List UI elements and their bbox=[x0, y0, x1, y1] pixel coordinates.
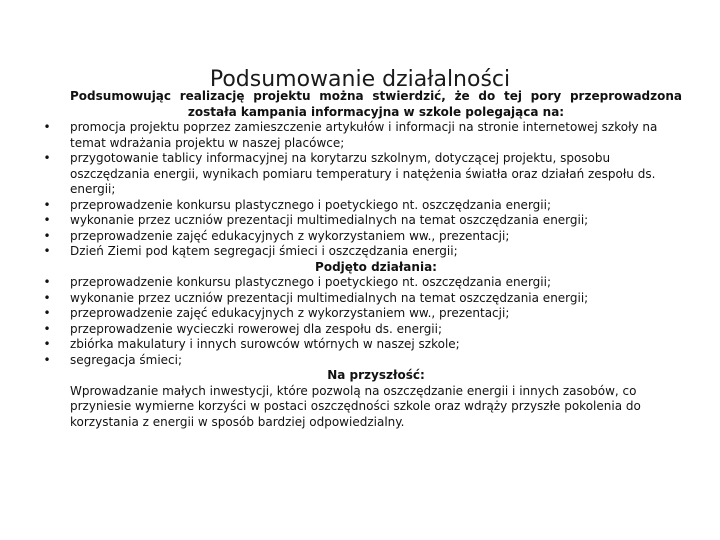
bullet-icon: • bbox=[43, 244, 51, 258]
bullet-icon: • bbox=[43, 197, 51, 212]
bullet-icon: • bbox=[43, 306, 51, 320]
slide-content bbox=[42, 89, 682, 430]
list-item: • zbiórka makulatury i innych surowców wtórnych w naszej szkole; bbox=[43, 337, 460, 351]
actions-heading: Podjęto działania: bbox=[315, 259, 437, 274]
bullet-icon: • bbox=[43, 151, 51, 165]
list-item: • wykonanie przez uczniów prezentacji multimedialnych na temat oszczędzania energii; bbox=[43, 213, 589, 227]
list-item: • przeprowadzenie konkursu plastycznego i poetyckiego nt. oszczędzania energii; bbox=[43, 197, 551, 212]
bullet-icon: • bbox=[43, 290, 51, 305]
list-item: • przygotowanie tablicy informacyjnej na korytarzu szkolnym, dotyczącej projektu, sposobu oszczędzania energii, wynikach pomiaru temperatury i natężenia światła oraz działań zespołu ds. energii; bbox=[43, 151, 656, 196]
bullet-icon: • bbox=[43, 352, 51, 367]
bullet-icon: • bbox=[43, 337, 51, 351]
list-item: • przeprowadzenie zajęć edukacyjnych z wykorzystaniem ww., prezentacji; bbox=[43, 228, 510, 243]
list-item: • wykonanie przez uczniów prezentacji multimedialnych na temat oszczędzania energii; bbox=[43, 290, 589, 305]
slide-title: Podsumowanie działalności bbox=[209, 66, 511, 92]
bullet-icon: • bbox=[43, 275, 51, 289]
bullet-icon: • bbox=[43, 120, 51, 134]
list-item: • Dzień Ziemi pod kątem segregacji śmieci i oszczędzania energii; bbox=[43, 244, 458, 258]
future-paragraph: Wprowadzanie małych inwestycji, które pozwolą na oszczędzanie energii i innych zasobów, co przyniesie wymierne korzyści w postaci oszczędności szkole oraz wdrąży przyszłe pokolenia do korzystania z energii w sposób bardziej odpowiedzialny. bbox=[70, 383, 641, 429]
list-item: • segregacja śmieci; bbox=[43, 352, 183, 367]
bullet-icon: • bbox=[43, 228, 51, 243]
list-item: • przeprowadzenie wycieczki rowerowej dla zespołu ds. energii; bbox=[43, 321, 443, 336]
list-item: • przeprowadzenie konkursu plastycznego i poetyckiego nt. oszczędzania energii; bbox=[43, 275, 551, 289]
actions-list bbox=[42, 275, 682, 368]
list-item: • przeprowadzenie zajęć edukacyjnych z wykorzystaniem ww., prezentacji; bbox=[43, 306, 510, 320]
bullet-icon: • bbox=[43, 321, 51, 336]
future-heading: Na przyszłość: bbox=[327, 368, 425, 382]
campaign-list bbox=[42, 120, 682, 260]
intro-text: Podsumowując realizację projektu można stwierdzić, że do tej pory przeprowadzona została kampania informacyjna w szkole polegająca na: bbox=[70, 89, 682, 119]
list-item: • promocja projektu poprzez zamieszczenie artykułów i informacji na stronie internetowej szkoły na temat wdrażania projektu w naszej placówce; bbox=[43, 120, 658, 150]
bullet-icon: • bbox=[43, 213, 51, 227]
